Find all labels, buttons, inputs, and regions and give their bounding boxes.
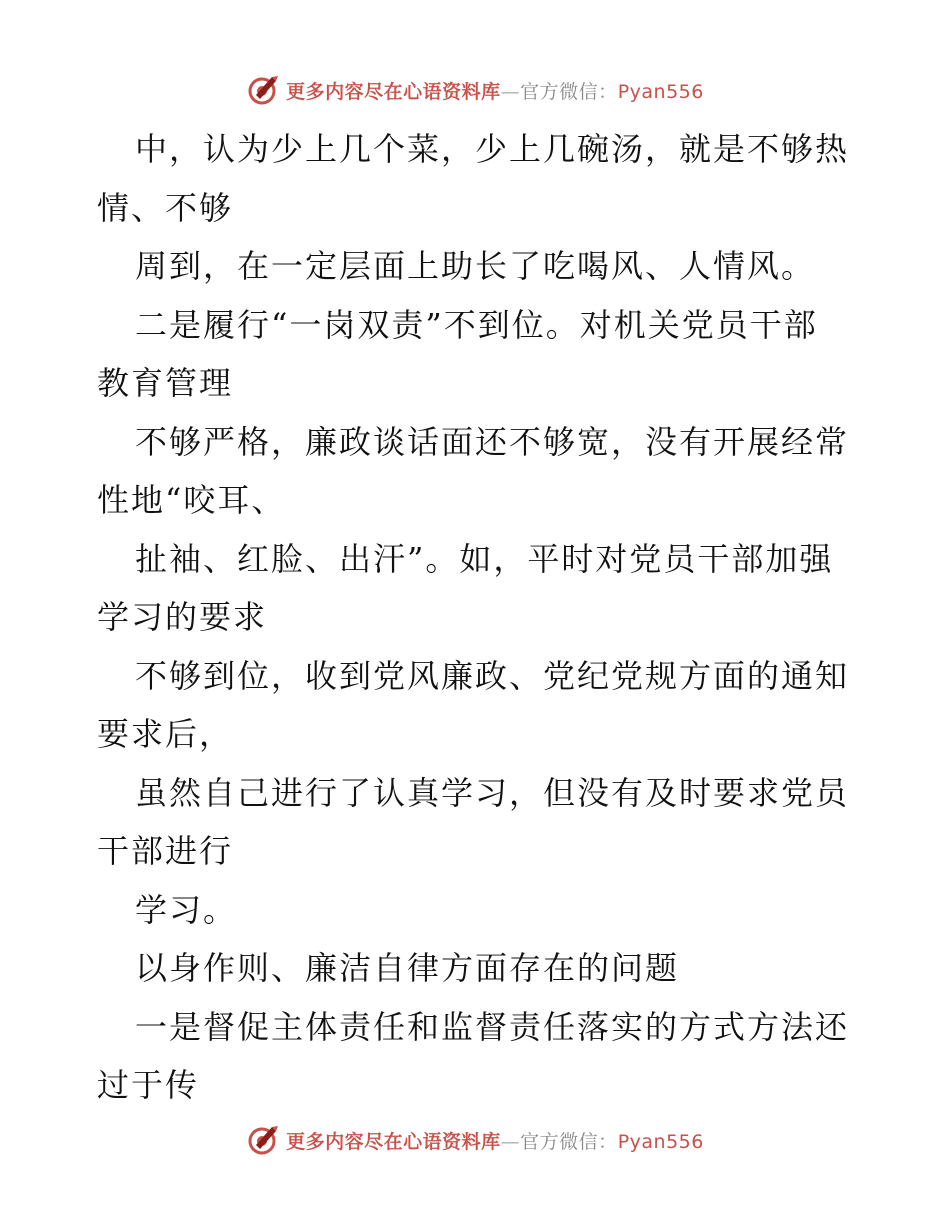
watermark-text [286, 77, 704, 104]
pen-circle-logo-icon [246, 1123, 280, 1157]
watermark-brand: 更多内容尽在心语资料库 [286, 1130, 501, 1153]
text-line: 中，认为少上几个菜，少上几碗汤，就是不够热 [135, 130, 850, 168]
document-body [97, 120, 857, 1115]
text-line: 二是履行“一岗双责”不到位。对机关党员干部 [135, 305, 818, 344]
text-line: 情、不够 [97, 188, 234, 227]
text-line: 要求后， [97, 715, 234, 753]
text-line: 不够严格，廉政谈话面还不够宽，没有开展经常 [135, 422, 850, 461]
text-line: 干部进行 [97, 832, 234, 870]
text-line: 学习的要求 [97, 598, 268, 636]
watermark-wechat-label: 官方微信： [520, 1130, 618, 1153]
text-line: 性地“咬耳、 [97, 481, 286, 519]
text-line: 不够到位，收到党风廉政、党纪党规方面的通知 [135, 656, 850, 695]
watermark-text [286, 1127, 704, 1154]
pen-circle-logo-icon [246, 73, 280, 107]
text-line: 扯袖、红脸、出汗”。如，平时对党员干部加强 [135, 539, 834, 578]
watermark-separator: — [500, 1130, 521, 1153]
watermark-wechat-label: 官方微信： [520, 80, 618, 103]
text-line: 周到，在一定层面上助长了吃喝风、人情风。 [135, 247, 816, 285]
section-heading: 以身作则、廉洁自律方面存在的问题 [135, 949, 680, 987]
footer-watermark [0, 1120, 950, 1160]
text-line: 一是督促主体责任和监督责任落实的方式方法还 [135, 1007, 850, 1046]
watermark-wechat-id: Pyan556 [617, 80, 704, 103]
text-line: 虽然自己进行了认真学习，但没有及时要求党员 [135, 773, 850, 812]
watermark-separator: — [500, 80, 521, 103]
watermark-brand: 更多内容尽在心语资料库 [286, 80, 501, 103]
text-line: 教育管理 [97, 364, 234, 402]
header-watermark [0, 70, 950, 110]
watermark-wechat-id: Pyan556 [617, 1130, 704, 1153]
text-line: 过于传 [97, 1066, 200, 1104]
text-line: 学习。 [135, 890, 238, 929]
